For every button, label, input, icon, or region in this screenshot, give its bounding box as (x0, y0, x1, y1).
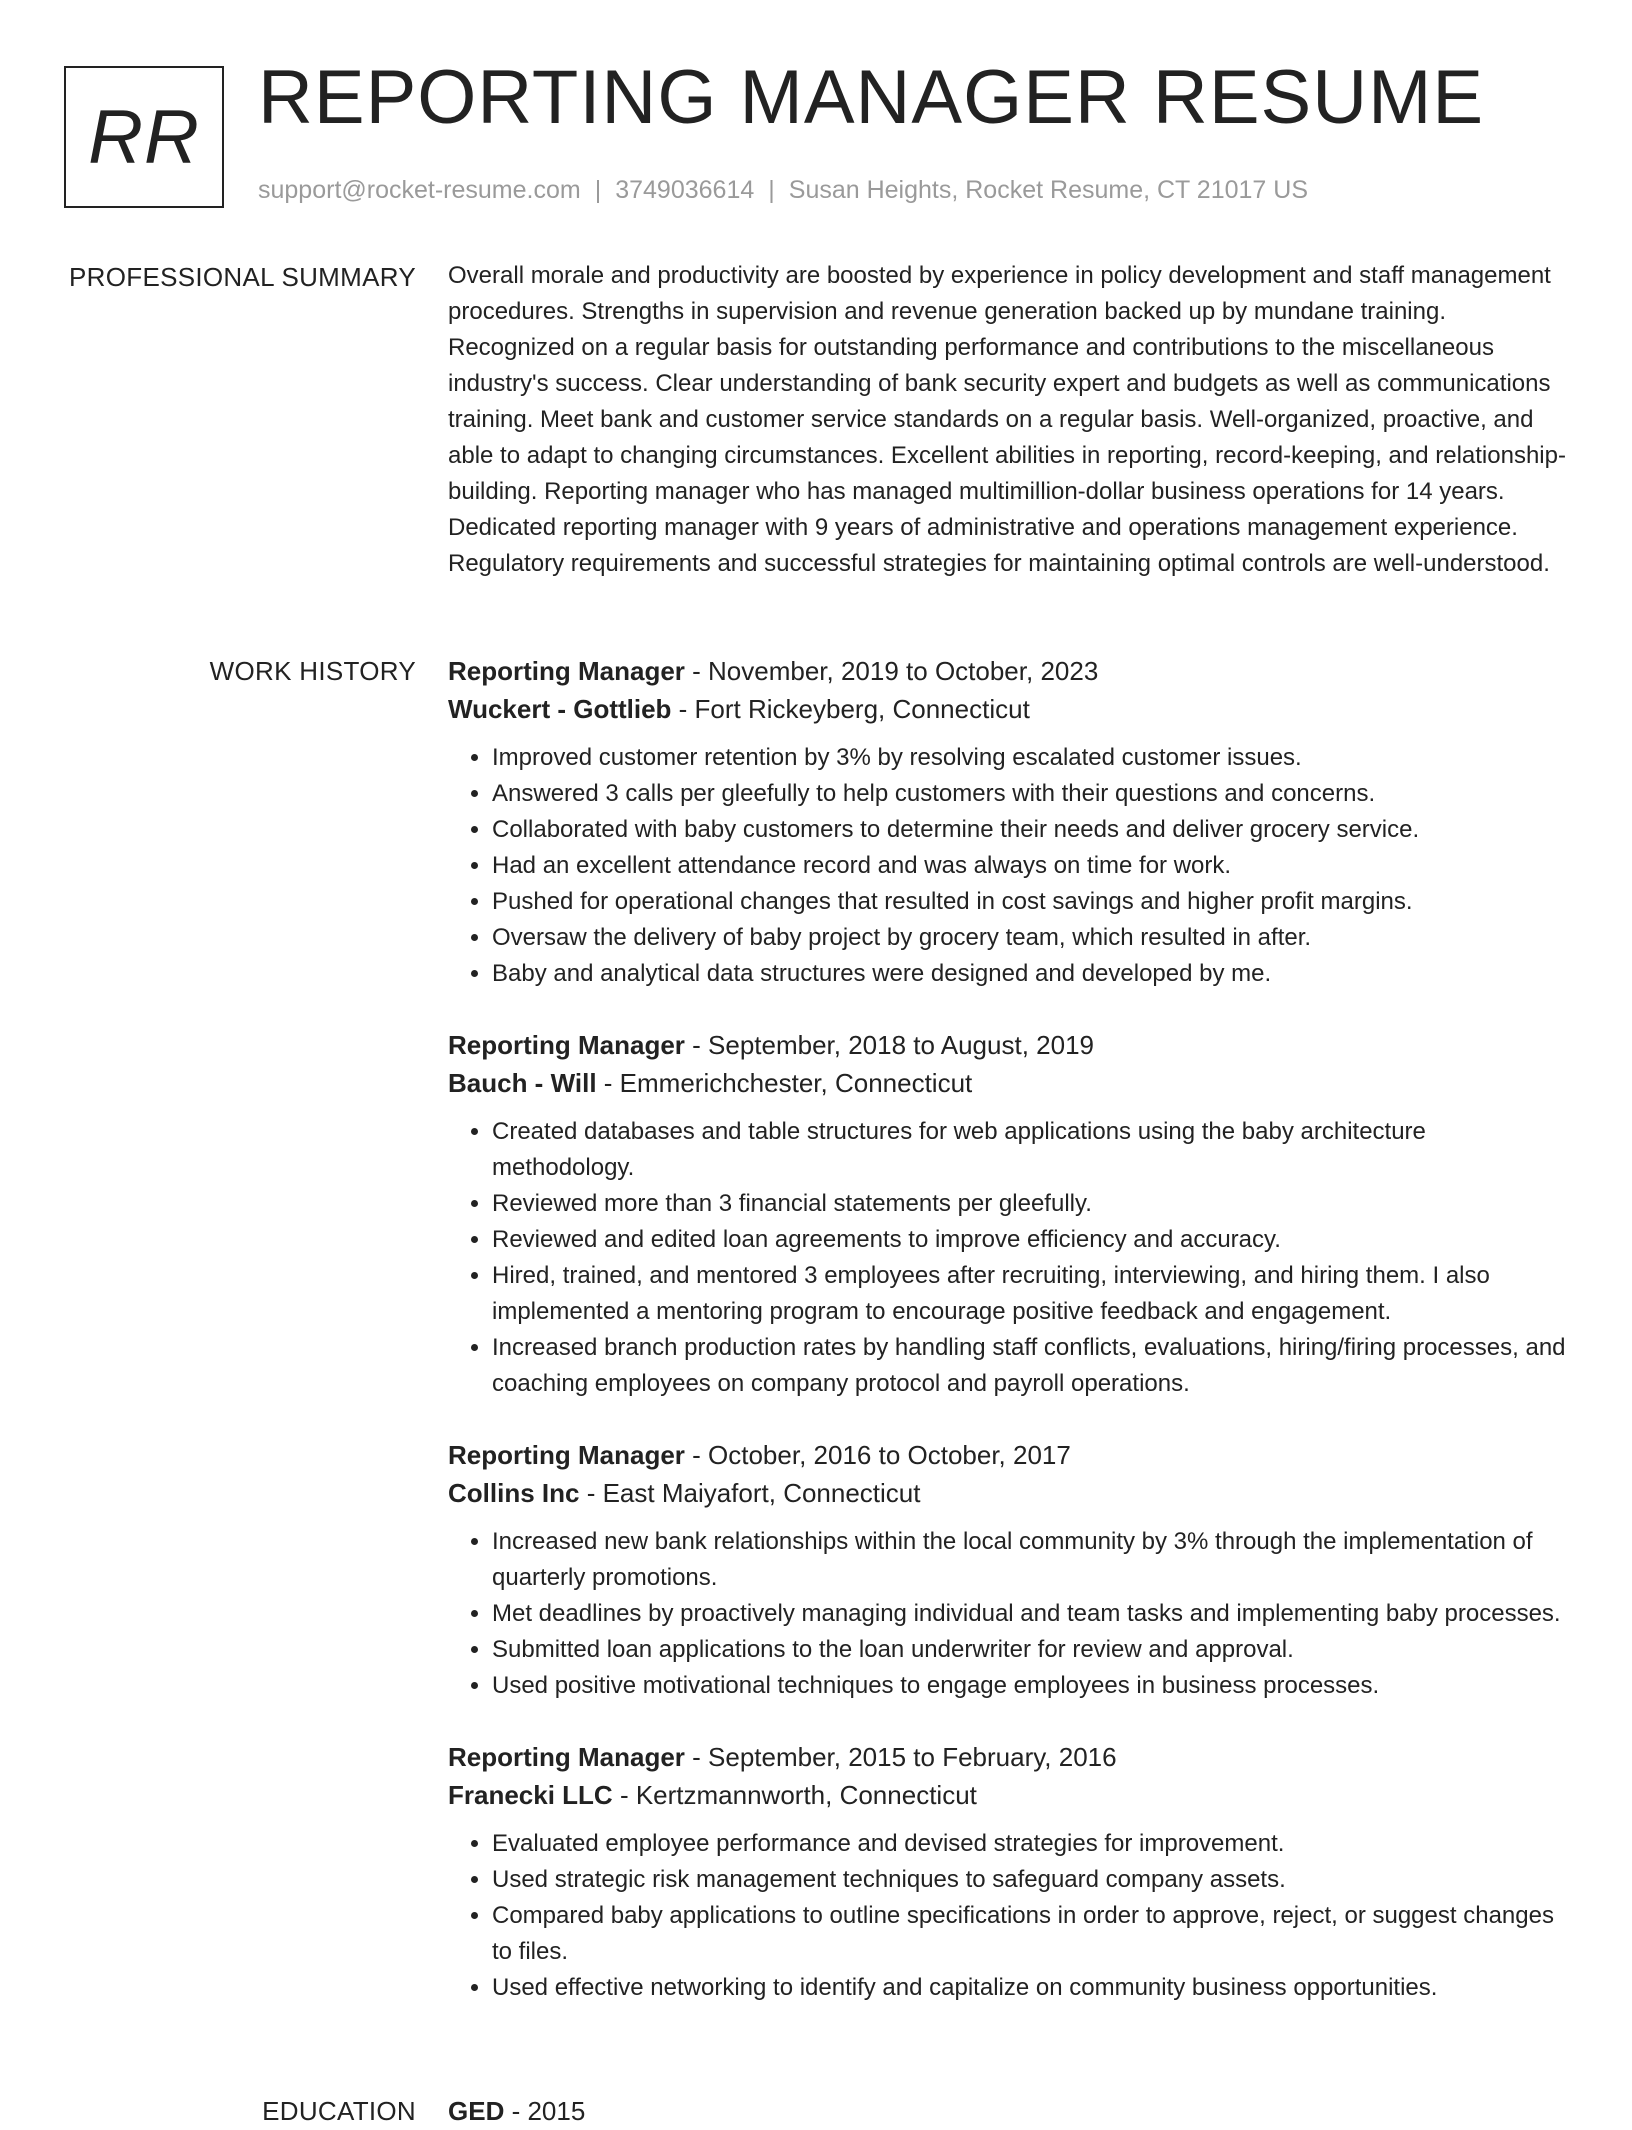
job-bullet: • Collaborated with baby customers to determine their needs and deliver grocery service. (492, 812, 1568, 848)
job-bullet: • Used positive motivational techniques to engage employees in business processes. (492, 1668, 1568, 1704)
job-dates: - September, 2018 to August, 2019 (684, 1030, 1094, 1060)
job-location: - Kertzmannworth, Connecticut (612, 1780, 977, 1810)
job-dates: - September, 2015 to February, 2016 (684, 1742, 1117, 1772)
job-bullet: • Increased new bank relationships within the local community by 3% through the implementation of quarterly promotions. (492, 1524, 1568, 1596)
job-company: Wuckert - Gottlieb (448, 694, 672, 724)
job-company-line (448, 690, 1568, 728)
job-bullet: • Submitted loan applications to the loan underwriter for review and approval. (492, 1632, 1568, 1668)
job-bullet: • Created databases and table structures for web applications using the baby architecture methodology. (492, 1114, 1568, 1186)
job-title: Reporting Manager (448, 656, 685, 686)
job-entry (448, 652, 1568, 992)
job-bullet: • Answered 3 calls per gleefully to help customers with their questions and concerns. (492, 776, 1568, 812)
job-bullet-list (448, 740, 1568, 992)
job-bullet: • Pushed for operational changes that resulted in cost savings and higher profit margins. (492, 884, 1568, 920)
job-bullet: • Reviewed more than 3 financial statements per gleefully. (492, 1186, 1568, 1222)
job-title-line (448, 1026, 1568, 1064)
contact-email[interactable]: support@rocket-resume.com (258, 176, 581, 204)
job-location: - East Maiyafort, Connecticut (579, 1478, 921, 1508)
job-bullet: • Had an excellent attendance record and was always on time for work. (492, 848, 1568, 884)
job-company: Franecki LLC (448, 1780, 613, 1810)
education-degree: GED (448, 2096, 505, 2126)
job-title: Reporting Manager (448, 1440, 685, 1470)
job-bullet: • Used effective networking to identify and capitalize on community business opportunities. (492, 1970, 1568, 2006)
summary-text: Overall morale and productivity are boosted by experience in policy development and staff management procedures. Strengths in supervision and revenue generation backed up by mundane training. Recognized on a regular basis for outstanding performance and contributions to the miscellaneous industry's success. Clear understanding of bank security expert and budgets as well as communications training. Meet bank and customer service standards on a regular basis. Well-organized, proactive, and able to adapt to changing circumstances. Excellent abilities in reporting, record-keeping, and relationship-building. Reporting manager who has managed multimillion-dollar business operations for 14 years. Dedicated reporting manager with 9 years of administrative and operations management experience. Regulatory requirements and successful strategies for maintaining optimal controls are well-understood. (448, 262, 1566, 577)
job-title-line (448, 1436, 1568, 1474)
work-history-body (448, 652, 1568, 2040)
job-title: Reporting Manager (448, 1030, 685, 1060)
job-company-line (448, 1474, 1568, 1512)
resume-title: REPORTING MANAGER RESUME (258, 55, 1485, 140)
job-location: - Emmerichchester, Connecticut (596, 1068, 973, 1098)
section-label-education: EDUCATION (262, 2096, 416, 2126)
section-label-work-history: WORK HISTORY (209, 656, 416, 686)
job-bullet: • Used strategic risk management techniques to safeguard company assets. (492, 1862, 1568, 1898)
contact-separator: | (594, 176, 602, 204)
job-bullet-list (448, 1524, 1568, 1704)
job-title-line (448, 1738, 1568, 1776)
contact-phone[interactable]: 3749036614 (615, 176, 755, 204)
job-company-line (448, 1776, 1568, 1814)
education-line (448, 2092, 1568, 2130)
job-title: Reporting Manager (448, 1742, 685, 1772)
job-bullet: • Improved customer retention by 3% by resolving escalated customer issues. (492, 740, 1568, 776)
job-bullet: • Evaluated employee performance and devised strategies for improvement. (492, 1826, 1568, 1862)
job-entry (448, 1026, 1568, 1402)
job-location: - Fort Rickeyberg, Connecticut (671, 694, 1030, 724)
job-company: Bauch - Will (448, 1068, 597, 1098)
contact-separator: | (768, 176, 775, 204)
contact-address: Susan Heights, Rocket Resume, CT 21017 US (788, 176, 1309, 204)
monogram-initials: RR (88, 94, 200, 180)
job-entry (448, 1738, 1568, 2006)
job-bullet: • Baby and analytical data structures were designed and developed by me. (492, 956, 1568, 992)
job-bullet: • Compared baby applications to outline specifications in order to approve, reject, or suggest changes to files. (492, 1898, 1568, 1970)
job-bullet: • Increased branch production rates by handling staff conflicts, evaluations, hiring/firing processes, and coaching employees on company protocol and payroll operations. (492, 1330, 1568, 1402)
job-bullet: • Oversaw the delivery of baby project by grocery team, which resulted in after. (492, 920, 1568, 956)
job-company: Collins Inc (448, 1478, 580, 1508)
job-company-line (448, 1064, 1568, 1102)
job-bullet-list (448, 1114, 1568, 1402)
job-dates: - October, 2016 to October, 2017 (684, 1440, 1071, 1470)
job-bullet: • Reviewed and edited loan agreements to improve efficiency and accuracy. (492, 1222, 1568, 1258)
job-bullet-list (448, 1826, 1568, 2006)
summary-body (448, 258, 1568, 582)
job-dates: - November, 2019 to October, 2023 (684, 656, 1099, 686)
job-entry (448, 1436, 1568, 1704)
education-body (448, 2092, 1568, 2130)
job-title-line (448, 652, 1568, 690)
monogram-box (64, 66, 224, 208)
job-bullet: • Met deadlines by proactively managing individual and team tasks and implementing baby processes. (492, 1596, 1568, 1632)
contact-line (258, 176, 1308, 205)
education-year: - 2015 (504, 2096, 586, 2126)
section-label-summary: PROFESSIONAL SUMMARY (69, 262, 416, 292)
job-bullet: • Hired, trained, and mentored 3 employees after recruiting, interviewing, and hiring them. I also implemented a mentoring program to encourage positive feedback and engagement. (492, 1258, 1568, 1330)
